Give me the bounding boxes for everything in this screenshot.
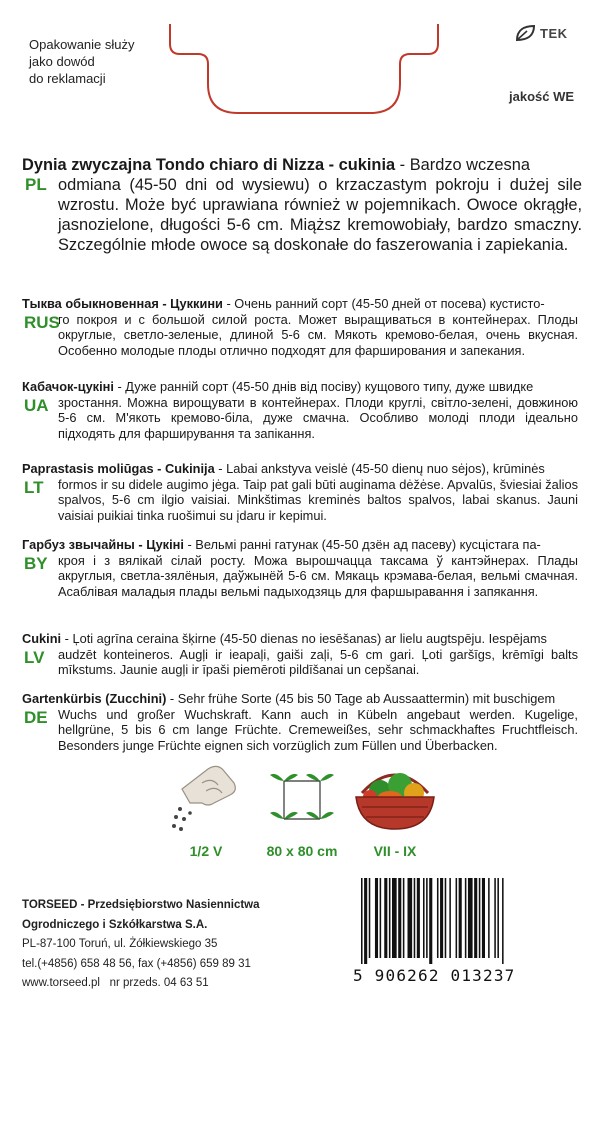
description-first-line	[22, 379, 578, 395]
barcode-bar	[417, 878, 420, 958]
barcode-bar	[414, 878, 416, 958]
description-text: Wuchs und großer Wuchskraft. Kann auch in Kübeln angebaut werden. Kugelige, hellgrüne, 5 bis 6 cm lange Früchte. Cremeweißes, sehr schmackhaftes Fruchtfleisch. Besonders junge Früchte eignen sich vorzüglich zum Füllen und Überbacken.	[58, 706, 578, 753]
description-start: - Дуже ранній сорт (45-50 днів від посіву) кущового типу, дуже швидке	[113, 379, 534, 394]
language-code: LT	[24, 478, 44, 497]
barcode-bar	[437, 878, 439, 958]
barcode-bar	[488, 878, 490, 958]
description-lv	[22, 631, 578, 678]
plant-title: Dynia zwyczajna Tondo chiaro di Nizza - cukinia	[22, 156, 396, 174]
barcode-bar	[482, 878, 485, 958]
logo-text: TEK	[540, 25, 568, 41]
description-first-line: Dynia zwyczajna Tondo chiaro di Nizza - cukinia - Bardzo wczesna	[22, 156, 530, 174]
plant-title: Кабачок-цукіні	[22, 379, 114, 394]
description-text: кроя і з вялікай сілай росту. Можа вырошчацца таксама ў кантэйнерах. Плады акруглыя, светла-зялёныя, даўжынёй 5-6 см. Мякаць крэмава-белая, вельмі смачная. Асаблівая маладыя плады вельмі падыходзяць для фаршыравання і запякання.	[58, 552, 578, 599]
plant-title: Gartenkürbis (Zucchini)	[22, 691, 167, 706]
tek-logo	[514, 22, 584, 44]
plant-spacing	[262, 763, 342, 859]
description-text: audzēt konteineros. Augļi ir ieapaļi, gaiši zaļi, 5-6 cm gari. Ļoti garšīgs, krēmīgi balts mīkstums. Jaunie augļi ir īpaši piemēroti pildīšanai un cepšanai.	[58, 646, 578, 677]
company-line: Ogrodniczego i Szkółkarstwa S.A.	[22, 918, 208, 931]
description-start: - Labai ankstyva veislė (45-50 dienų nuo sėjos), krūminės	[214, 461, 545, 476]
language-code: RUS	[24, 313, 60, 332]
description-start: - Очень ранний сорт (45-50 дней от посева) кустисто-	[222, 296, 545, 311]
company-info	[22, 896, 260, 994]
description-ua	[22, 379, 578, 441]
company-address: PL-87-100 Toruń, ul. Żółkiewskiego 35	[22, 938, 218, 950]
company-desc: - Przedsiębiorstwo Nasiennictwa	[77, 899, 260, 911]
description-text: odmiana (45-50 dni od wysiewu) o krzaczastym pokroju i dużej sile wzrostu. Może być uprawiana również w pojemnikach. Owoce okrągłe, jasnozielone, długości 5-6 cm. Miąższ kremowobiały, bardzo smaczny. Szczególnie młode owoce są doskonałe do faszerowania i zapiekania.	[58, 176, 582, 254]
barcode-bar	[389, 878, 391, 958]
barcode-bar	[494, 878, 496, 958]
plant-title: Тыква обыкновенная - Цуккини	[22, 296, 223, 311]
barcode-bar	[497, 878, 499, 958]
barcode-bar	[440, 878, 443, 958]
barcode-bar	[456, 878, 458, 958]
company-line	[22, 896, 260, 916]
description-first-line	[22, 691, 578, 707]
description-start: - Sehr frühe Sorte (45 bis 50 Tage ab Aussaattermin) mit buschigem	[166, 691, 556, 706]
company-web	[22, 974, 260, 994]
barcode-bar	[361, 878, 363, 964]
cultivation-icons	[0, 763, 600, 863]
description-text: го покроя и с большой силой роста. Может выращиваться в контейнерах. Плоды округлые, светло-зеленые, длиной 5-6 см. Мякоть кремово-белая, очень вкусная. Особенно молодые плоды отлично подходят для фарширования и запекания.	[58, 311, 578, 358]
company-phone: tel.(+4856) 658 48 56, fax (+4856) 659 89 31	[22, 957, 251, 970]
description-pl	[22, 155, 582, 255]
sowing-hand-icon	[168, 763, 244, 835]
barcode	[353, 878, 569, 986]
description-de	[22, 691, 578, 753]
company-number: nr przeds. 04 63 51	[99, 977, 209, 989]
description-first-line	[22, 631, 578, 647]
website-link[interactable]: www.torseed.pl	[22, 977, 100, 989]
barcode-digits: 5 906262 013237	[353, 966, 516, 985]
barcode-bar	[474, 878, 477, 958]
plant-title: Cukini	[22, 631, 62, 646]
barcode-bar	[369, 878, 371, 958]
description-text: зростання. Можна вирощувати в контейнерах. Плоди круглі, світло-зелені, довжиною 5-6 см. М'якоть кремово-біла, дуже смачна. Особливо молоді плоди ідеально підходять для фарширування та запікання.	[58, 394, 578, 441]
description-text: formos ir su didele augimo jėga. Taip pat gali būti auginama dėžėse. Apvalūs, šviesiai žalios spalvos, 5-6 cm ilgio vaisiai. Minkštimas kreminės baltos spalvos, labai skanus. Jauni vaisiai puikiai tinka ruošimui su įdaru ir kepimui.	[58, 476, 578, 523]
description-first-line	[22, 537, 578, 553]
language-code: BY	[24, 554, 48, 573]
barcode-bar	[445, 878, 447, 958]
description-first-line	[22, 461, 578, 477]
barcode-bar	[403, 878, 405, 958]
barcode-bar	[423, 878, 425, 958]
notice-line: do reklamacji	[29, 71, 106, 86]
company-name: TORSEED	[22, 899, 78, 911]
description-by	[22, 537, 578, 599]
harvest-time	[350, 763, 440, 859]
quality-label: jakość WE	[509, 89, 575, 104]
harvest-time-label: VII - IX	[373, 843, 417, 859]
barcode-bars	[353, 878, 569, 964]
language-code: PL	[25, 175, 47, 194]
notice-line: jako dowód	[29, 54, 95, 69]
plant-spacing-label: 80 x 80 cm	[266, 843, 338, 859]
barcode-bar	[479, 878, 481, 958]
harvest-basket-icon	[350, 763, 440, 835]
plant-spacing-icon	[262, 763, 342, 835]
barcode-bar	[375, 878, 378, 958]
barcode-bar	[364, 878, 367, 964]
sowing-time	[168, 763, 244, 859]
barcode-bar	[408, 878, 413, 958]
barcode-bar	[392, 878, 397, 958]
description-start: - Ļoti agrīna ceraina šķirne (45-50 dienas no iesēšanas) ar lielu augtspēju. Iespējams	[61, 631, 547, 646]
barcode-bar	[459, 878, 462, 958]
barcode-bar	[398, 878, 401, 958]
barcode-bar	[468, 878, 473, 958]
description-rus	[22, 296, 578, 358]
description-first-line	[22, 296, 578, 312]
barcode-bar	[502, 878, 504, 964]
complaint-notice	[29, 36, 135, 87]
language-code: UA	[24, 396, 49, 415]
language-code: DE	[24, 708, 48, 727]
barcode-bar	[429, 878, 432, 964]
barcode-bar	[449, 878, 451, 958]
barcode-bar	[384, 878, 387, 958]
hanging-hole-outline	[168, 24, 440, 115]
description-lt	[22, 461, 578, 523]
language-code: LV	[24, 648, 45, 667]
sowing-time-label: 1/2 V	[189, 843, 223, 859]
plant-title: Гарбуз звычайны - Цукіні	[22, 537, 184, 552]
barcode-bar	[380, 878, 382, 958]
notice-line: Opakowanie służy	[29, 37, 135, 52]
plant-title: Paprastasis moliūgas - Cukinija	[22, 461, 215, 476]
barcode-bar	[426, 878, 428, 958]
leaf-icon	[514, 24, 536, 42]
barcode-bar	[465, 878, 467, 958]
description-start: - Вельмі ранні гатунак (45-50 дзён ад пасеву) кусцістага па-	[183, 537, 541, 552]
